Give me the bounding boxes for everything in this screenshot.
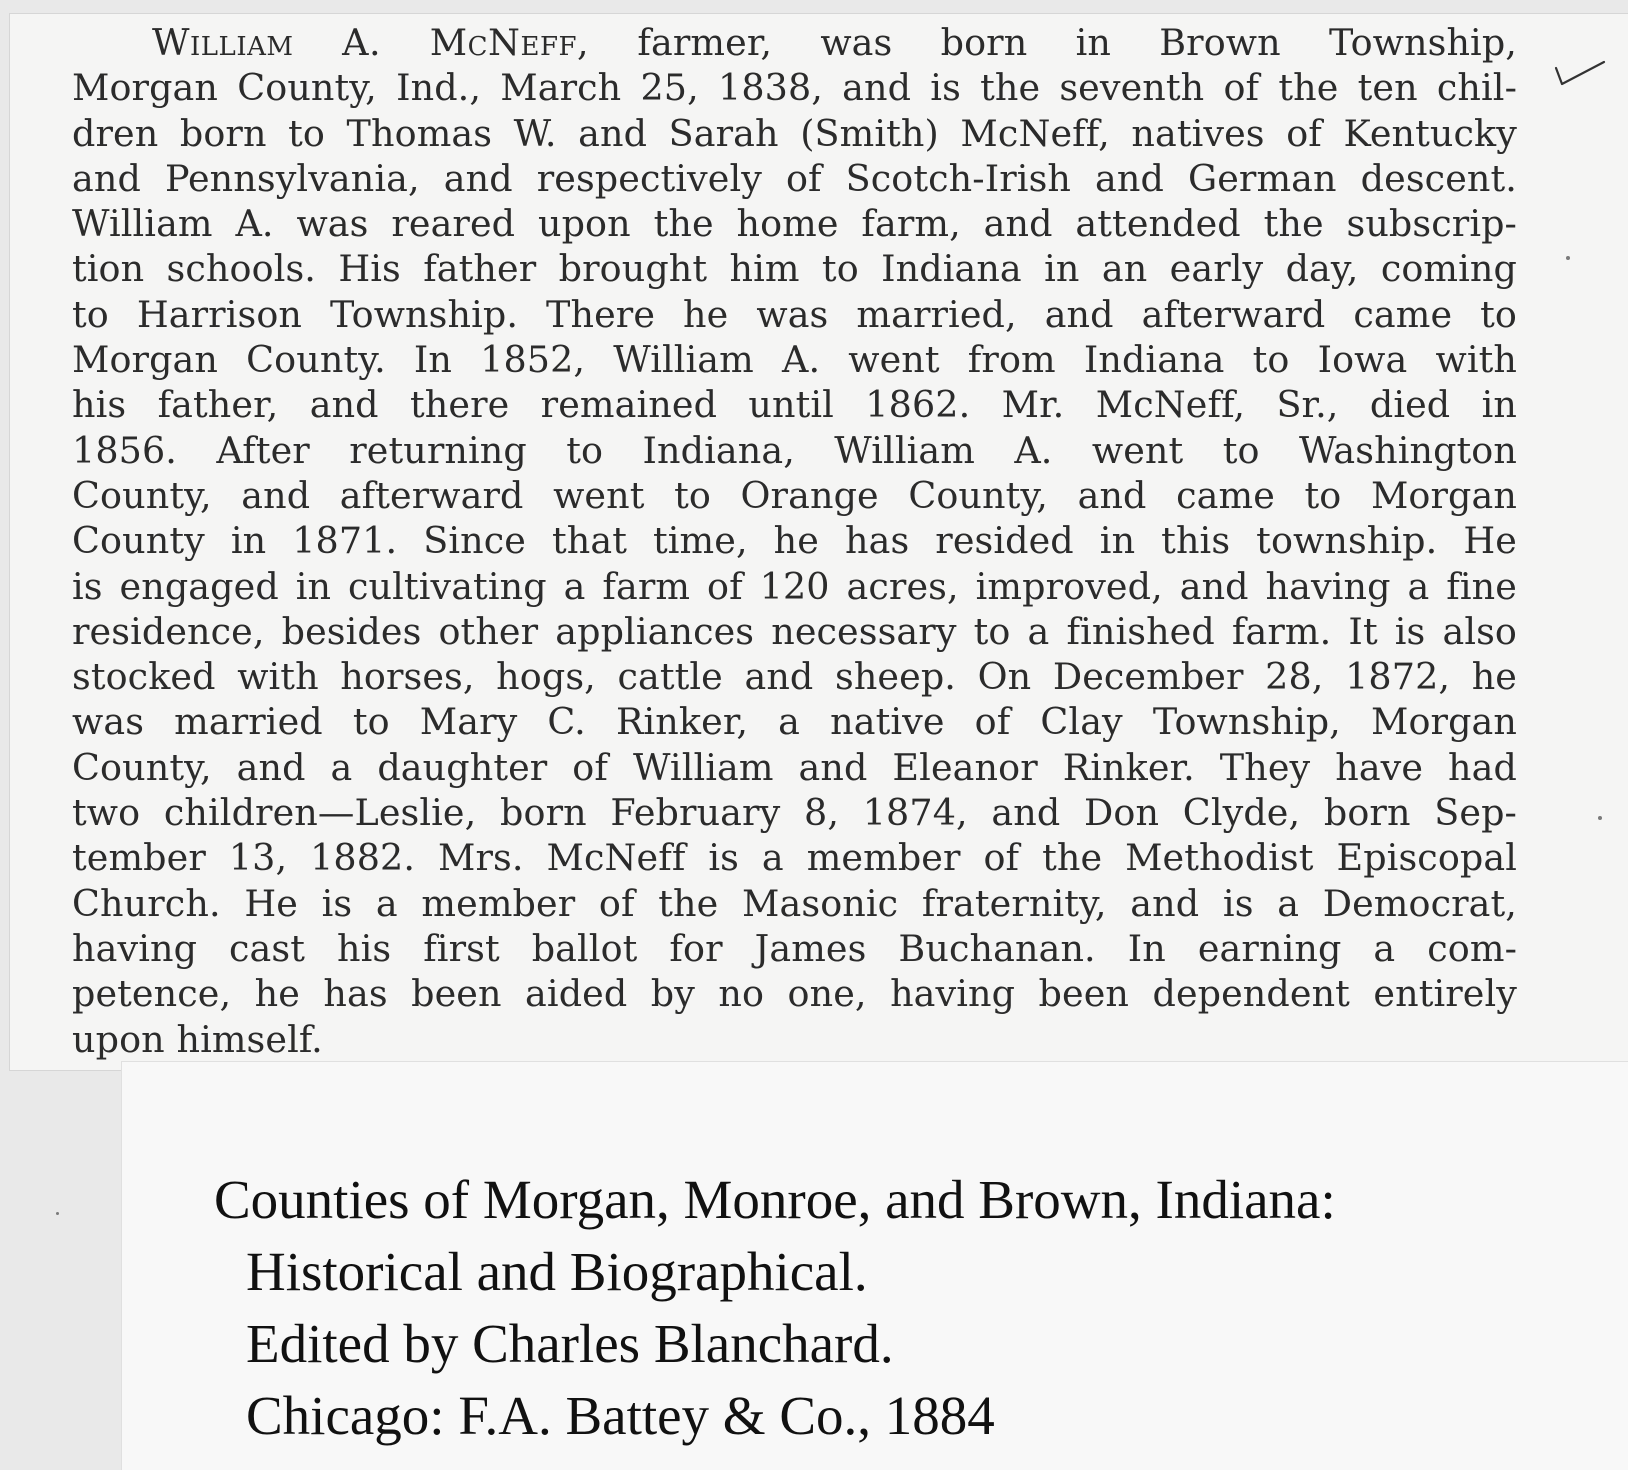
bio-line-14: residence, besides other appliances necessary to a finished farm. It is also: [72, 609, 1517, 653]
bio-line-19: tember 13, 1882. Mrs. McNeff is a member of the Methodist Episcopal: [72, 836, 1517, 880]
bio-line-3: dren born to Thomas W. and Sarah (Smith) McNeff, natives of Kentucky: [72, 111, 1517, 155]
bio-line-15: stocked with horses, hogs, cattle and sheep. On December 28, 1872, he: [72, 655, 1517, 699]
citation-publisher: Chicago: F.A. Battey & Co., 1884: [246, 1385, 995, 1446]
biography-paragraph: [72, 20, 1517, 1062]
bio-line-13: is engaged in cultivating a farm of 120 acres, improved, and having a fine: [72, 564, 1517, 608]
bio-line-1: [72, 20, 1517, 65]
bio-line-22: petence, he has been aided by no one, having been dependent entirely: [72, 972, 1517, 1016]
citation-editor: Edited by Charles Blanchard.: [246, 1313, 894, 1374]
bio-line-8: Morgan County. In 1852, William A. went from Indiana to Iowa with: [72, 338, 1517, 382]
bio-line-7: to Harrison Township. There he was married, and afterward came to: [72, 292, 1517, 336]
bio-line-9: his father, and there remained until 1862. Mr. McNeff, Sr., died in: [72, 383, 1517, 427]
citation-slip: [122, 1062, 1628, 1470]
bio-line-4: and Pennsylvania, and respectively of Scotch-Irish and German descent.: [72, 156, 1517, 200]
source-citation: [214, 1164, 1336, 1452]
checkmark-icon: [1550, 54, 1610, 94]
biography-clipping: [10, 14, 1628, 1070]
scan-speck: [1566, 256, 1570, 260]
citation-subtitle: Historical and Biographical.: [246, 1241, 868, 1302]
bio-line-17: County, and a daughter of William and Eleanor Rinker. They have had: [72, 745, 1517, 789]
citation-title: Counties of Morgan, Monroe, and Brown, Indiana:: [214, 1169, 1336, 1230]
scan-speck: [56, 1212, 59, 1215]
bio-line-16: was married to Mary C. Rinker, a native of Clay Township, Morgan: [72, 700, 1517, 744]
bio-line-18: two children—Leslie, born February 8, 1874, and Don Clyde, born Sep-: [72, 791, 1517, 835]
bio-line-2: Morgan County, Ind., March 25, 1838, and is the seventh of the ten chil-: [72, 66, 1517, 110]
bio-line-5: William A. was reared upon the home farm, and attended the subscrip-: [72, 202, 1517, 246]
bio-line-21: having cast his first ballot for James Buchanan. In earning a com-: [72, 926, 1517, 970]
bio-line-23: upon himself.: [72, 1017, 323, 1061]
bio-line-6: tion schools. His father brought him to Indiana in an early day, coming: [72, 247, 1517, 291]
scan-speck: [1598, 816, 1602, 820]
bio-line-10: 1856. After returning to Indiana, William A. went to Washington: [72, 428, 1517, 472]
bio-line-12: County in 1871. Since that time, he has resided in this township. He: [72, 519, 1517, 563]
subject-name: William A. McNeff,: [152, 21, 590, 64]
bio-line-1-text: farmer, was born in Brown Township,: [637, 21, 1517, 64]
bio-line-20: Church. He is a member of the Masonic fraternity, and is a Democrat,: [72, 881, 1517, 925]
bio-line-11: County, and afterward went to Orange County, and came to Morgan: [72, 473, 1517, 517]
